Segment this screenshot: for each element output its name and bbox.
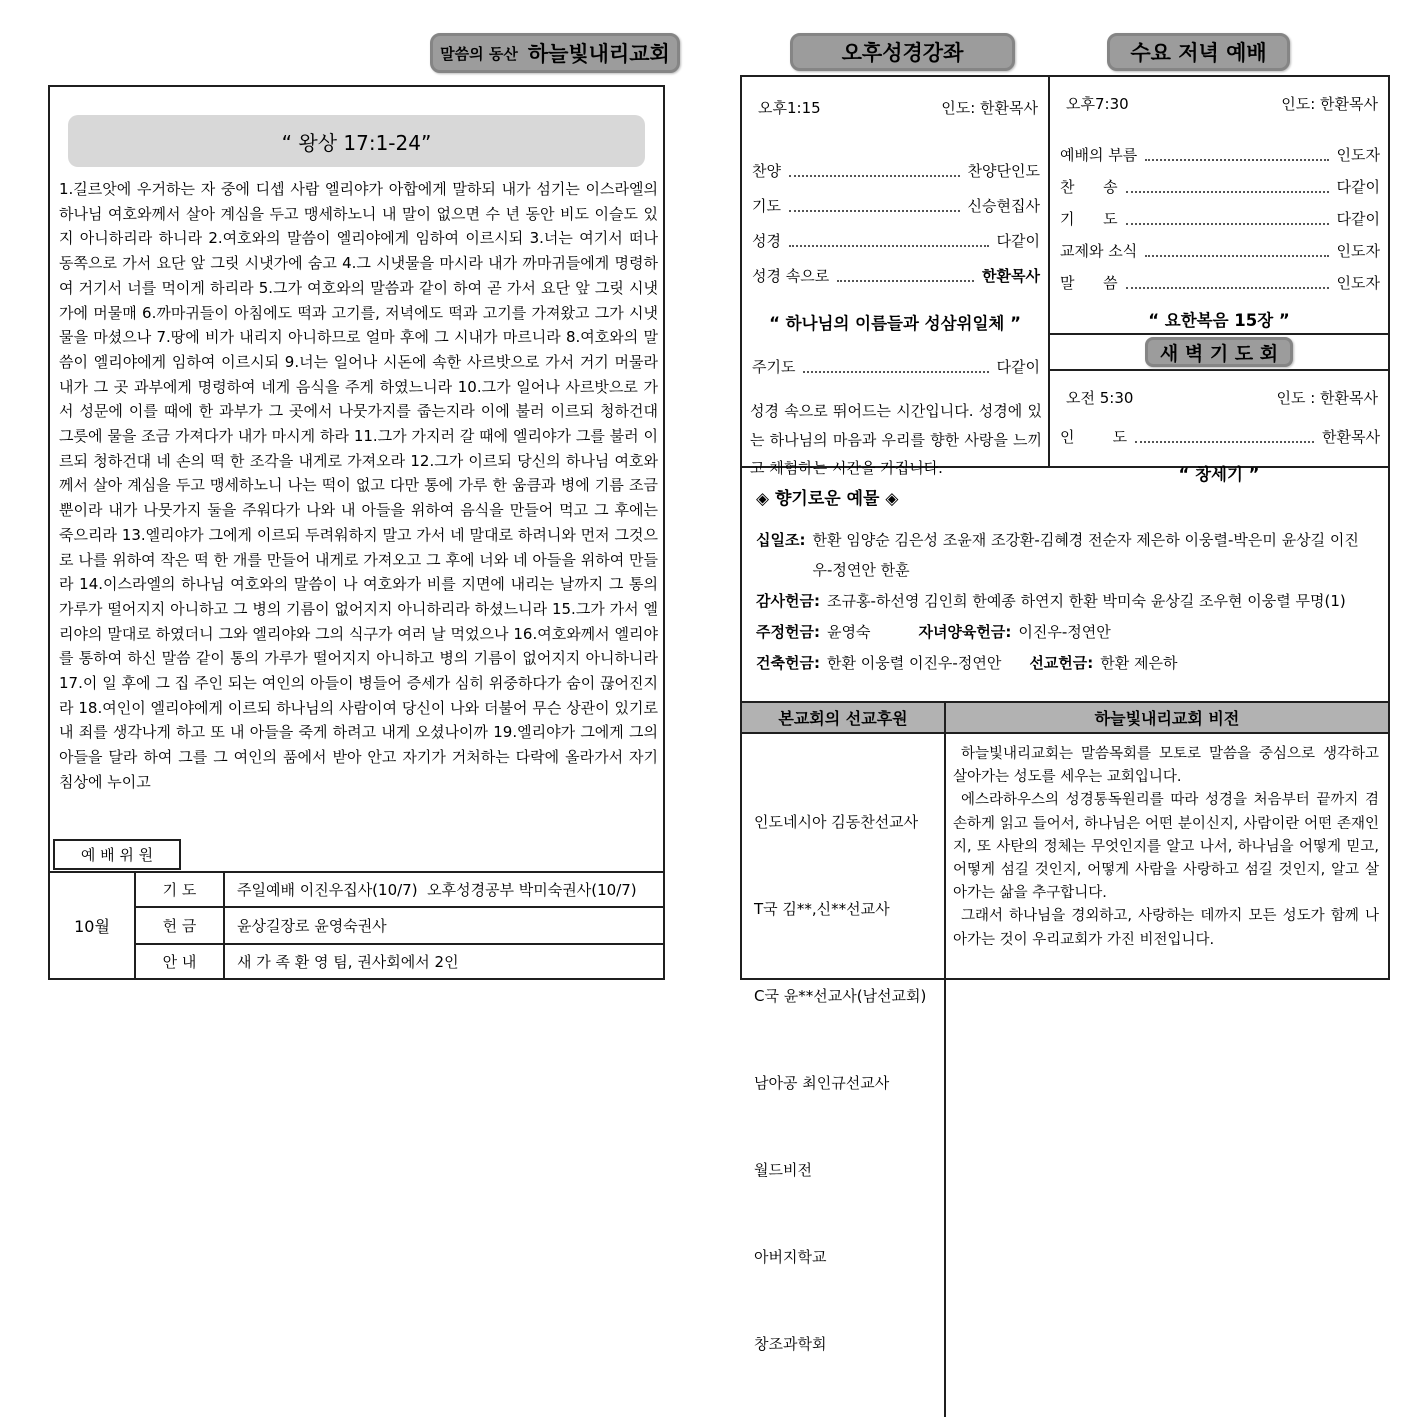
dotted-leader <box>1145 159 1328 161</box>
vision-paragraph: 하늘빛내리교회는 말씀목회를 모토로 말씀을 중심으로 생각하고 살아가는 성도를 세우는 교회입니다. <box>953 746 1379 786</box>
dawn-prayer-header-band <box>1050 333 1388 371</box>
afternoon-bible-study-panel <box>742 77 1050 477</box>
order-item <box>1060 208 1380 229</box>
order-item-value: 한환목사 <box>982 267 1040 285</box>
order-item-value: 다같이 <box>1336 210 1380 228</box>
order-item-label: 기도 <box>752 197 781 215</box>
order-item-label: 주기도 <box>752 358 796 376</box>
table-body-row <box>742 734 1388 1417</box>
offering-row <box>756 586 1370 616</box>
order-item-label: 예배의 부름 <box>1060 146 1138 164</box>
offering-label: 감사헌금: <box>756 592 820 610</box>
services-section <box>742 77 1388 484</box>
order-item-label: 찬 송 <box>1060 178 1118 196</box>
order-item <box>752 230 1040 251</box>
offering-row <box>756 617 1370 647</box>
offering-names: 한환 이웅렬 이진우-정연안 <box>826 654 1002 672</box>
order-item-label: 말 씀 <box>1060 274 1118 292</box>
order-item <box>752 265 1040 286</box>
order-item-label: 인 도 <box>1060 428 1128 446</box>
order-item-label: 교제와 소식 <box>1060 242 1138 260</box>
table-row <box>50 873 663 907</box>
row-value: 주일예배 이진우집사(10/7) 오후성경공부 박미숙권사(10/7) <box>224 873 663 907</box>
order-item-value: 인도자 <box>1336 146 1380 164</box>
dotted-leader <box>1126 191 1329 193</box>
mission-item: C국 윤**선교사(남선교회) <box>754 987 927 1005</box>
order-of-service <box>742 160 1048 286</box>
row-label: 안 내 <box>135 944 224 979</box>
mission-item: 월드비전 <box>754 1161 812 1179</box>
order-item-label: 성경 속으로 <box>752 267 830 285</box>
order-item-value: 찬양단인도 <box>967 162 1040 180</box>
offerings-section <box>742 468 1388 703</box>
order-item-label: 기 도 <box>1060 210 1118 228</box>
church-name-tab <box>430 33 680 73</box>
mission-item: 남아공 최인규선교사 <box>754 1074 890 1092</box>
offering-pair <box>918 617 1110 647</box>
missions-header: 본교회의 선교후원 <box>742 703 946 732</box>
order-item <box>1060 176 1380 197</box>
offering-pair <box>1029 648 1177 678</box>
order-item-value: 한환목사 <box>1322 428 1380 446</box>
table-row <box>50 907 663 943</box>
order-item <box>1060 240 1380 261</box>
mission-item: 창조과학회 <box>754 1335 827 1353</box>
offering-pair <box>756 617 870 647</box>
offering-label: 자녀양육헌금: <box>918 623 1012 641</box>
month-cell: 10월 <box>50 873 135 978</box>
order-item-value: 다같이 <box>996 358 1040 376</box>
row-label: 헌 금 <box>135 907 224 943</box>
mission-item: T국 김**,신**선교사 <box>754 900 890 918</box>
order-item <box>752 195 1040 216</box>
order-item-value: 인도자 <box>1336 274 1380 292</box>
table-header-row <box>742 703 1388 734</box>
dotted-leader <box>789 245 989 247</box>
table-row <box>50 944 663 979</box>
service-time: 오후1:15 <box>758 99 821 117</box>
order-item-value: 다같이 <box>1336 178 1380 196</box>
order-of-service <box>1050 144 1388 293</box>
sermon-theme: “ 하나님의 이름들과 성삼위일체 ” <box>769 314 1021 333</box>
dotted-leader <box>789 210 960 212</box>
vision-paragraph: 에스라하우스의 성경통독원리를 따라 성경을 처음부터 끝까지 겸손하게 읽고 들어서, 하나님은 어떤 분이신지, 사람이란 어떤 존재인지, 또 사탄의 정체는 무엇인지를 알고 나서, 하나님을 어떻게 믿고, 어떻게 섬길 것인지, 어떻게 사람을 사랑하고 섬길 것인지, 알고 살아가는 삶을 추구합니다. <box>953 792 1379 902</box>
dawn-prayer-header: 새 벽 기 도 회 <box>1145 337 1293 367</box>
order-item <box>1060 144 1380 165</box>
order-of-service <box>1050 426 1388 447</box>
offerings-title: ◈ 향기로운 예물 ◈ <box>756 489 899 509</box>
offering-names: 한환 제은하 <box>1100 654 1178 672</box>
offering-names: 한환 임양순 김은성 조윤재 조강환-김혜경 전순자 제은하 이웅렬-박은미 윤상길 이진우-정연안 한훈 <box>812 531 1359 579</box>
order-item <box>752 160 1040 181</box>
dotted-leader <box>803 371 988 373</box>
wednesday-service-content <box>1050 77 1388 333</box>
afternoon-bible-study-tab: 오후성경강좌 <box>790 33 1015 71</box>
worship-committee-table <box>50 871 663 978</box>
order-item <box>1060 426 1380 447</box>
scripture-title-bar <box>68 115 645 167</box>
offering-names: 이진우-정연안 <box>1018 623 1111 641</box>
service-time: 오후7:30 <box>1066 95 1129 113</box>
order-item-value: 인도자 <box>1336 242 1380 260</box>
scripture-text: 1.길르앗에 우거하는 자 중에 디셉 사람 엘리야가 아합에게 말하되 내가 섬기는 이스라엘의 하나님 여호와께서 살아 계심을 두고 맹세하노니 내 말이 없으면 수 년 동안 비도 이슬도 있지 아니하리라 하니라 2.여호와의 말씀이 엘리야에게 임하여 이르시되 3.너는 여기서 떠나 동쪽으로 가서 요단 앞 그릿 시냇가에 숨고 4.그 시냇물을 마시라 내가 까마귀들에게 명령하여 거기서 너를 먹이게 하리라 5.그가 여호와의 말씀과 같이 하여 곧 가서 요단 앞 그릿 시냇가에 머물매 6.까마귀들이 아침에도 떡과 고기를, 저녁에도 떡과 고기를 가져왔고 그가 시냇물을 마셨으나 7.땅에 비가 내리지 아니하므로 얼마 후에 그 시내가 마르니라 8.여호와의 말씀이 엘리야에게 임하여 이르시되 9.너는 일어나 시돈에 속한 사르밧으로 가서 거기 머물라 내가 그 곳 과부에게 명령하여 네게 음식을 주게 하였느니라 10.그가 일어나 사르밧으로 가서 성문에 이를 때에 한 과부가 그 곳에서 나뭇가지를 줍는지라 이에 불러 이르되 청하건대 그릇에 물을 조금 가져다가 내가 마시게 하라 11.그가 가지러 갈 때에 엘리야가 그를 불러 이르되 청하건대 네 손의 떡 한 조각을 내게로 가져오라 12.그가 이르되 당신의 하나님 여호와께서 살아 계심을 두고 맹세하노니 나는 떡이 없고 다만 통에 가루 한 움큼과 병에 기름 조금 뿐이라 내가 나뭇가지 둘을 주워다가 나와 내 아들을 위하여 음식을 만들어 먹고 그 후에는 죽으리라 13.엘리야가 그에게 이르되 두려워하지 말고 가서 네 말대로 하려니와 먼저 그것으로 나를 위하여 작은 떡 한 개를 만들어 내게로 가져오고 그 후에 너와 네 아들을 위하여 만들라 14.이스라엘의 하나님 여호와의 말씀이 나 여호와가 비를 지면에 내리는 날까지 그 통의 가루가 떨어지지 아니하고 그 병의 기름이 없어지지 아니하리라 하셨느니라 15.그가 가서 엘리야의 말대로 하였더니 그와 엘리야와 그의 식구가 여러 날 먹었으나 16.여호와께서 엘리야를 통하여 하신 말씀 같이 통의 가루가 떨어지지 아니하고 병의 기름이 없어지지 아니하니라 17.이 일 후에 그 집 주인 되는 여인의 아들이 병들어 증세가 심히 위중하다가 숨이 끊어진지라 18.여인이 엘리야에게 이르되 하나님의 사람이여 당신이 나와 더불어 무슨 상관이 있기로 내 죄를 생각나게 하고 또 내 아들을 죽게 하려고 내게 오셨나이까 19.엘리야가 그에게 그의 아들을 달라 하여 그를 그 여인의 품에서 받아 안고 자기가 거처하는 다락에 올라가서 자기 침상에 누이고 <box>59 180 658 791</box>
dotted-leader <box>1126 223 1329 225</box>
order-item <box>752 356 1040 377</box>
dotted-leader <box>1126 287 1329 289</box>
mission-item: 아버지학교 <box>754 1248 827 1266</box>
offering-label: 건축헌금: <box>756 654 820 672</box>
mission-item: 인도네시아 김동찬선교사 <box>754 813 919 831</box>
scripture-reference: “ 왕상 17:1-24” <box>281 130 432 155</box>
vision-text <box>946 734 1388 1417</box>
sermon-theme: “ 창세기 ” <box>1178 465 1260 484</box>
offering-pair <box>756 648 1001 678</box>
dotted-leader <box>1135 441 1314 443</box>
service-time: 오전 5:30 <box>1066 389 1134 407</box>
service-page <box>740 75 1390 1353</box>
program-description: 성경 속으로 뛰어드는 시간입니다. 성경에 있는 하나님의 마음과 우리를 향한 사랑을 느끼고 체험하는 시간을 가집니다. <box>750 402 1042 477</box>
order-item-value: 신승현집사 <box>967 197 1040 215</box>
wednesday-service-panel <box>1050 77 1388 484</box>
offering-label: 선교헌금: <box>1029 654 1094 672</box>
offering-row <box>756 525 1370 585</box>
offering-row <box>756 648 1370 678</box>
sermon-theme: “ 요한복음 15장 ” <box>1148 311 1290 330</box>
order-item-value: 다같이 <box>996 232 1040 250</box>
service-leader: 인도 : 한환목사 <box>1276 389 1378 407</box>
vision-paragraph: 그래서 하나님을 경외하고, 사랑하는 데까지 모든 성도가 함께 나아가는 것이 우리교회가 가진 비전입니다. <box>953 908 1379 948</box>
row-label: 기 도 <box>135 873 224 907</box>
order-item-label: 찬양 <box>752 162 781 180</box>
dotted-leader <box>789 175 960 177</box>
dotted-leader <box>837 280 974 282</box>
order-of-service <box>742 356 1048 377</box>
service-leader: 인도: 한환목사 <box>941 99 1038 117</box>
scripture-page <box>48 85 665 980</box>
vision-header: 하늘빛내리교회 비전 <box>1094 709 1240 728</box>
row-value: 윤상길장로 윤영숙권사 <box>224 907 663 943</box>
dotted-leader <box>1145 255 1328 257</box>
service-leader: 인도: 한환목사 <box>1281 95 1378 113</box>
missions-vision-table <box>742 703 1388 1417</box>
wednesday-service-tab: 수요 저녁 예배 <box>1107 33 1290 71</box>
order-item <box>1060 272 1380 293</box>
offering-names: 조규홍-하선영 김인희 한예종 하연지 한환 박미숙 윤상길 조우현 이웅렬 무명(1) <box>826 592 1346 610</box>
missions-list <box>742 734 946 1417</box>
row-value: 새 가 족 환 영 팀, 권사회에서 2인 <box>224 944 663 979</box>
order-item-label: 성경 <box>752 232 781 250</box>
offering-label: 주정헌금: <box>756 623 820 641</box>
church-name: 하늘빛내리교회 <box>527 42 670 66</box>
church-motto: 말씀의 동산 <box>440 44 518 63</box>
worship-committee-label: 예 배 위 원 <box>53 839 181 870</box>
offering-names: 윤영숙 <box>826 623 871 641</box>
offering-label: 십일조: <box>756 531 806 549</box>
